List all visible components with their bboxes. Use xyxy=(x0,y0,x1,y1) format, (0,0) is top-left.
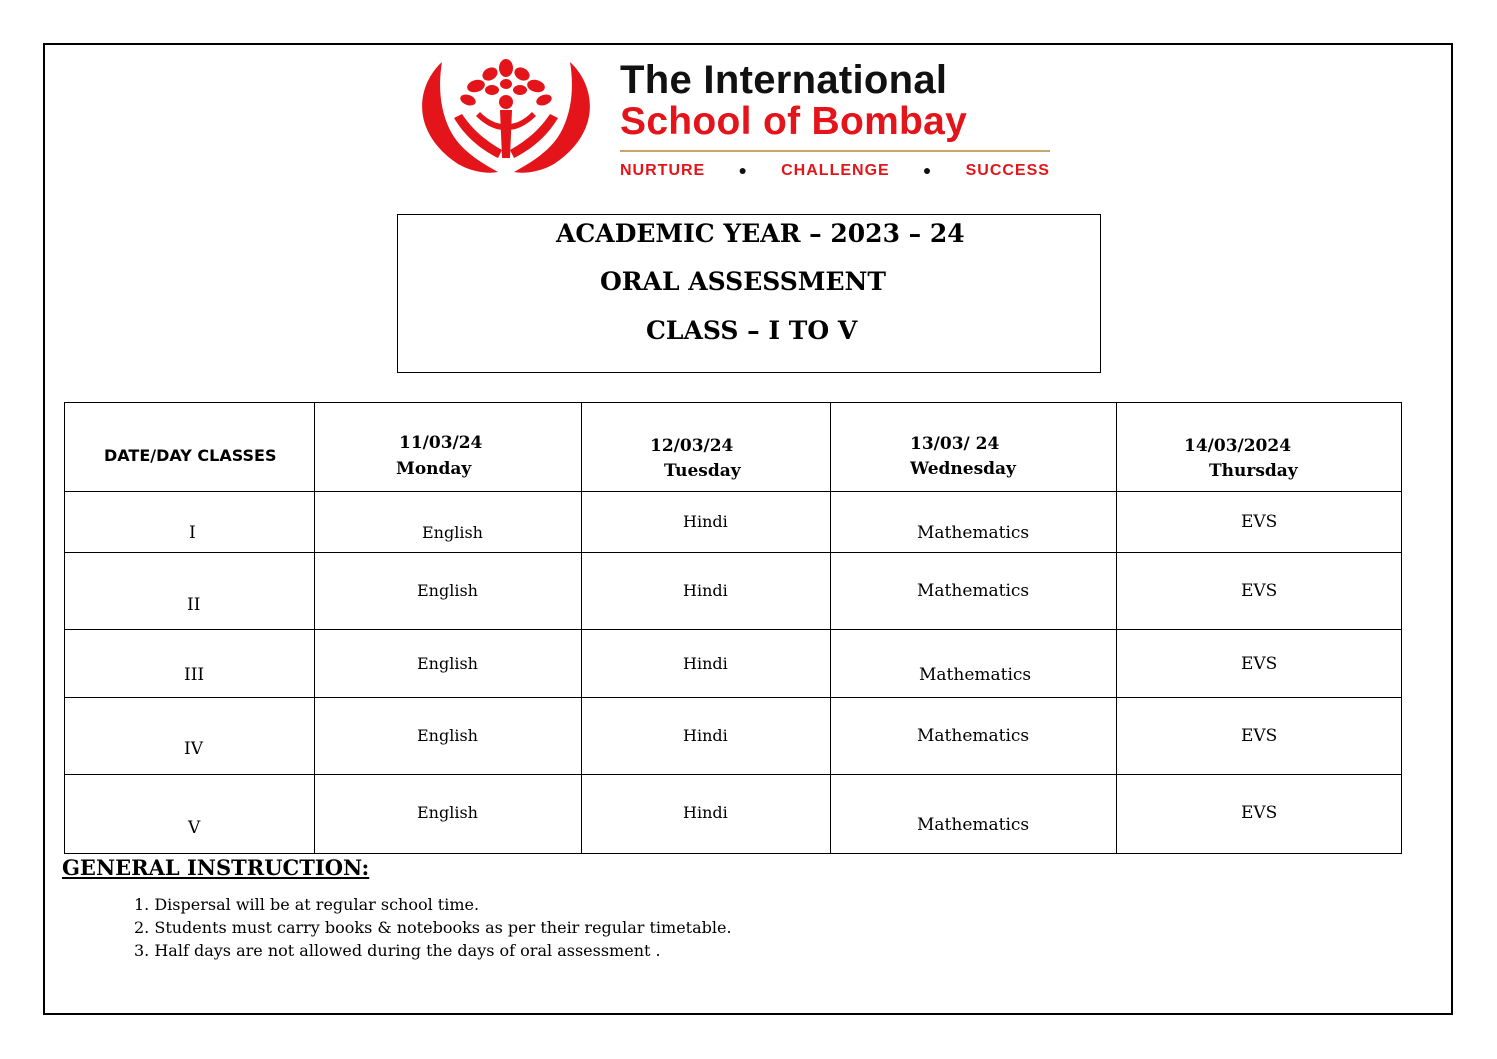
table-row xyxy=(65,553,1402,630)
class-range-title: CLASS – I TO V xyxy=(646,316,858,345)
subject-label: Mathematics xyxy=(917,815,1030,835)
subject-label: Hindi xyxy=(683,654,728,673)
subject-cell xyxy=(582,492,831,553)
subject-label: Mathematics xyxy=(919,665,1032,685)
header-row xyxy=(65,403,1402,492)
tagline-word: CHALLENGE xyxy=(781,162,890,179)
subject-cell xyxy=(831,698,1117,775)
subject-cell xyxy=(582,698,831,775)
class-cell xyxy=(65,492,315,553)
date-header-cell xyxy=(315,403,582,492)
school-name-line1: The International xyxy=(620,58,948,102)
subject-label: English xyxy=(417,581,478,600)
instructions-title: GENERAL INSTRUCTION: xyxy=(62,855,370,880)
logo-divider xyxy=(620,150,1050,152)
subject-label: Hindi xyxy=(683,803,728,822)
bullet-icon: ● xyxy=(738,162,748,178)
subject-label: EVS xyxy=(1241,581,1278,601)
date-header-cell xyxy=(831,403,1117,492)
title-box xyxy=(397,214,1101,373)
table-row xyxy=(65,492,1402,553)
school-name-line2: School of Bombay xyxy=(620,100,968,143)
class-label: II xyxy=(187,595,201,615)
class-cell xyxy=(65,553,315,630)
class-cell xyxy=(65,698,315,775)
academic-year-title: ACADEMIC YEAR – 2023 – 24 xyxy=(556,219,965,248)
tagline-word: SUCCESS xyxy=(965,162,1050,179)
date-label: 12/03/24 xyxy=(650,436,734,456)
date-label: 13/03/ 24 xyxy=(910,434,1000,454)
subject-cell xyxy=(315,698,582,775)
subject-cell xyxy=(315,775,582,854)
subject-label: English xyxy=(417,803,478,822)
tree-hands-emblem-icon xyxy=(414,58,599,176)
table-row xyxy=(65,775,1402,854)
day-label: Tuesday xyxy=(664,461,741,481)
subject-label: English xyxy=(417,654,478,673)
schedule-table xyxy=(64,402,1402,854)
list-item: 3. Half days are not allowed during the days of oral assessment . xyxy=(134,941,661,960)
tagline-word: NURTURE xyxy=(620,162,706,179)
subject-label: English xyxy=(417,726,478,745)
list-item: 1. Dispersal will be at regular school time. xyxy=(134,895,480,914)
subject-cell xyxy=(582,630,831,698)
subject-cell xyxy=(1117,492,1402,553)
day-label: Thursday xyxy=(1209,461,1298,481)
table-row xyxy=(65,698,1402,775)
corner-header-cell xyxy=(65,403,315,492)
date-label: 11/03/24 xyxy=(399,433,483,453)
date-label: 14/03/2024 xyxy=(1184,436,1292,456)
subject-label: EVS xyxy=(1241,726,1278,746)
subject-cell xyxy=(831,775,1117,854)
class-label: I xyxy=(189,523,196,543)
subject-cell xyxy=(1117,698,1402,775)
instructions-list xyxy=(134,893,732,962)
school-logo xyxy=(414,58,1054,186)
class-label: III xyxy=(184,665,205,685)
corner-header: DATE/DAY CLASSES xyxy=(104,446,277,465)
subject-cell xyxy=(831,492,1117,553)
day-label: Monday xyxy=(396,459,472,479)
subject-cell xyxy=(1117,775,1402,854)
subject-cell xyxy=(1117,630,1402,698)
subject-cell xyxy=(831,630,1117,698)
table-row xyxy=(65,630,1402,698)
subject-cell xyxy=(315,553,582,630)
bullet-icon: ● xyxy=(922,162,933,178)
subject-cell xyxy=(582,775,831,854)
subject-label: Hindi xyxy=(683,726,728,745)
subject-label: EVS xyxy=(1241,803,1278,823)
list-item: 2. Students must carry books & notebooks as per their regular timetable. xyxy=(134,918,732,937)
subject-label: Mathematics xyxy=(917,581,1030,601)
subject-cell xyxy=(831,553,1117,630)
subject-cell xyxy=(1117,553,1402,630)
class-cell xyxy=(65,775,315,854)
subject-cell xyxy=(315,492,582,553)
subject-cell xyxy=(582,553,831,630)
day-label: Wednesday xyxy=(910,459,1016,479)
date-header-cell xyxy=(1117,403,1402,492)
date-header-cell xyxy=(582,403,831,492)
subject-label: English xyxy=(422,523,483,542)
class-label: IV xyxy=(184,739,203,759)
subject-cell xyxy=(315,630,582,698)
subject-label: Mathematics xyxy=(917,726,1030,746)
class-cell xyxy=(65,630,315,698)
subject-label: Mathematics xyxy=(917,523,1030,543)
class-label: V xyxy=(188,818,201,838)
assessment-title: ORAL ASSESSMENT xyxy=(600,267,886,296)
subject-label: EVS xyxy=(1241,654,1278,674)
subject-label: Hindi xyxy=(683,581,728,600)
subject-label: Hindi xyxy=(683,512,728,531)
subject-label: EVS xyxy=(1241,512,1278,532)
school-tagline xyxy=(620,162,1050,180)
